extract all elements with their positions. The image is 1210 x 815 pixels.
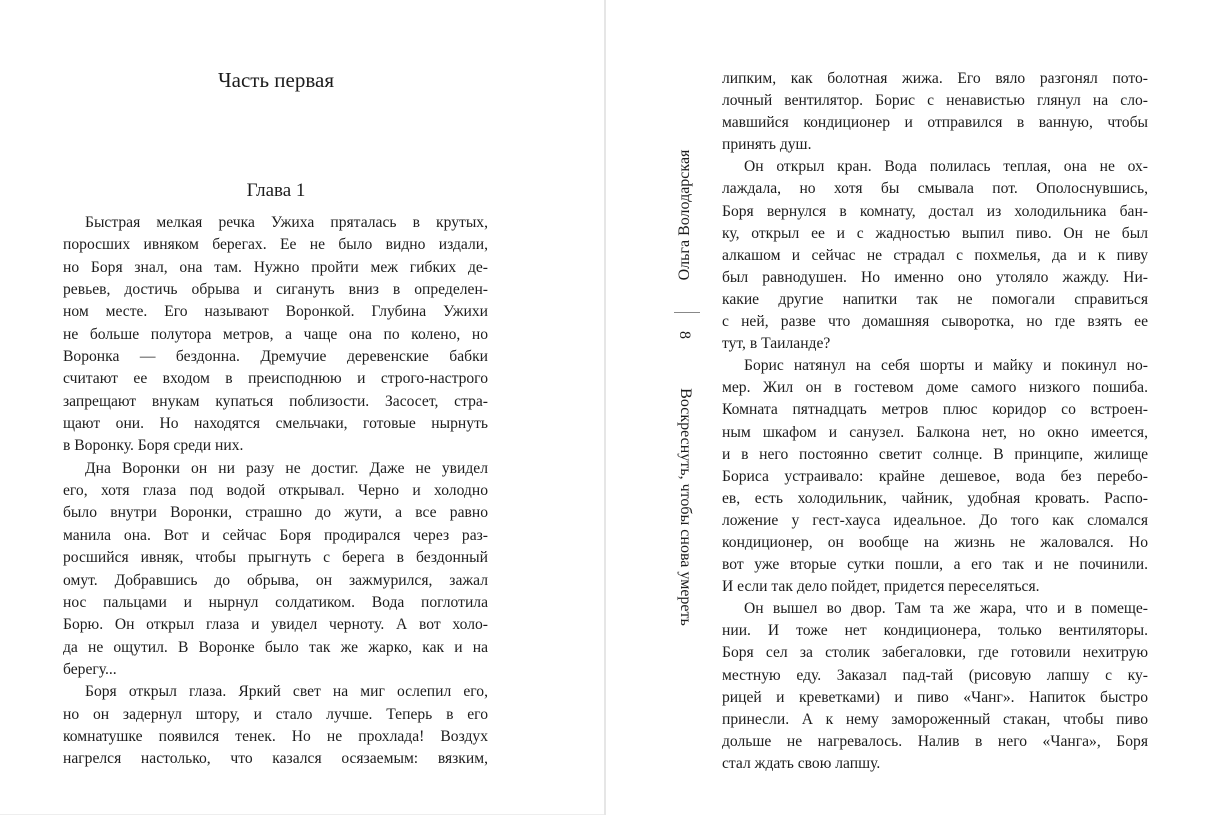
text-line: ев, есть холодильник, чайник, удобная кровать. Распо- <box>722 489 1148 507</box>
text-line: ном месте. Его называют Воронкой. Глубина Ужихи <box>63 303 488 321</box>
text-line: омут. Добравшись до обрыва, он зажмурился, зажал <box>63 571 488 589</box>
text-line: дольше не нагревалось. Налив в него «Чанга», Боря <box>722 732 1148 750</box>
text-line: какие другие напитки так не помогали справиться <box>722 290 1148 308</box>
text-line: да не ощутил. В Воронке было так же жарко, как и на <box>63 638 488 656</box>
text-line: рицей и креветками) и пиво «Чанг». Напиток быстро <box>722 688 1148 706</box>
text-line: но он задернул штору, и стало лучше. Теперь в его <box>63 705 488 723</box>
text-line: запрещают внукам купаться поблизости. Засосет, стра- <box>63 392 488 410</box>
text-line: мер. Жил он в гостевом доме самого низкого пошиба. <box>722 379 1148 397</box>
text-line: ревьев, достичь обрыва и сигануть вниз в определен- <box>63 281 488 299</box>
text-line: алкашом и сейчас не страдал с похмелья, да и к пиву <box>722 246 1148 264</box>
paragraph <box>63 458 488 681</box>
text-line: но Боря знал, она там. Нужно пройти меж гибких де- <box>63 258 488 276</box>
text-line: Он вышел во двор. Там та же жара, что и в помеще- <box>744 600 1148 618</box>
paragraph <box>63 681 488 770</box>
running-head-rule <box>674 312 700 313</box>
text-line: было внутри Воронки, страшно до жути, а все равно <box>63 504 488 522</box>
running-head-book-title: Воскреснуть, чтобы снова умереть <box>677 388 694 626</box>
text-line: был равнодушен. Но именно оно утоляло жажду. Ни- <box>722 268 1148 286</box>
text-line: лочный вентилятор. Борис с ненавистью глянул на сло- <box>722 92 1148 110</box>
text-line: Боря вернулся в комнату, достал из холодильника бан- <box>722 202 1148 220</box>
text-line: тут, в Таиланде? <box>722 335 831 353</box>
text-line: лаждала, но хотя бы смывала пот. Ополоснувшись, <box>722 180 1148 198</box>
text-line: Бориса устраивало: крайне дешевое, вода без перебо- <box>722 467 1148 485</box>
text-line: поросших ивняком берегах. Ее не было видно издали, <box>63 236 488 254</box>
text-line: нос пальцами и нырнул солдатиком. Вода поглотила <box>63 593 488 611</box>
text-line: Боря открыл глаза. Яркий свет на миг ослепил его, <box>85 683 488 701</box>
part-title: Часть первая <box>218 68 334 92</box>
text-line: И если так дело пойдет, придется переселяться. <box>722 578 1040 596</box>
paragraph <box>722 598 1148 775</box>
left-page <box>0 0 604 815</box>
paragraph <box>722 355 1148 598</box>
text-line: кондиционер, он вообще на жизнь не жаловался. Но <box>722 533 1148 551</box>
text-line: ку, открыл ее и с жадностью выпил пиво. Он не был <box>722 224 1148 242</box>
text-line: с ней, разве что домашняя сыворотка, но где взять ее <box>722 313 1148 331</box>
right-page <box>606 0 1210 815</box>
text-line: нии. И тоже нет кондиционера, только вентиляторы. <box>722 622 1148 640</box>
text-line: ным шкафом и санузел. Балкона нет, но окно имеется, <box>722 423 1148 441</box>
text-line: Боря сел за столик забегаловки, где готовили нехитрую <box>722 644 1148 662</box>
text-line: липким, как болотная жижа. Его вяло разгонял пото- <box>722 70 1148 87</box>
text-line: считают ее входом в преисподнюю и строго-настрого <box>63 370 488 388</box>
text-line: в Воронку. Боря среди них. <box>63 437 244 455</box>
text-line: ложение у гест-хауса идеальное. До того как сломался <box>722 511 1148 529</box>
text-line: мавшийся кондиционер и отправился в ванную, чтобы <box>722 114 1148 132</box>
paragraph <box>722 68 1148 156</box>
page-number: 8 <box>676 331 693 339</box>
text-line: Комната пятнадцать метров плюс коридор со встроен- <box>722 401 1148 419</box>
paragraph <box>722 156 1148 355</box>
text-line: Быстрая мелкая речка Ужиха пряталась в крутых, <box>85 214 488 231</box>
text-line: Воронка — бездонна. Дремучие деревенские бабки <box>63 348 488 366</box>
text-line: вот уже вторые сутки пошли, а его так и не починили. <box>722 556 1148 574</box>
text-line: местную еду. Заказал пад-тай (рисовую лапшу с ку- <box>722 666 1148 684</box>
text-line: Дна Воронки он ни разу не достиг. Даже не увидел <box>85 459 488 477</box>
text-line: и в него постоянно светит солнце. В принципе, жилище <box>722 445 1148 463</box>
right-body-text <box>722 68 1148 775</box>
text-line: его, хотя глаза под водой открывал. Черно и холодно <box>63 482 488 500</box>
text-line: нагрелся настолько, что казался осязаемым: вязким, <box>63 750 488 768</box>
text-line: манила она. Вот и сейчас Боря продирался через раз- <box>63 526 488 544</box>
text-line: стал ждать свою лапшу. <box>722 754 881 772</box>
text-line: не больше полутора метров, а чаще она по колено, но <box>63 325 488 343</box>
text-line: Борис натянул на себя шорты и майку и покинул но- <box>744 357 1148 375</box>
paragraph <box>63 212 488 458</box>
text-line: принять душ. <box>722 136 812 154</box>
text-line: комнатушке появился тенек. Но не прохлада! Воздух <box>63 727 488 745</box>
text-line: берегу... <box>63 660 117 678</box>
text-line: Он открыл кран. Вода полилась теплая, она не ох- <box>744 158 1148 176</box>
text-line: щают они. Но находятся смельчаки, готовые нырнуть <box>63 415 488 433</box>
running-head-author: Ольга Володарская <box>676 149 693 281</box>
left-body-text <box>63 212 488 771</box>
text-line: принесли. А к нему замороженный стакан, чтобы пиво <box>722 710 1148 728</box>
text-line: росшийся ивняк, чтобы прыгнуть с берега в бездонный <box>63 549 488 567</box>
text-line: Борю. Он открыл глаза и увидел черноту. А вот холо- <box>63 616 488 634</box>
chapter-title: Глава 1 <box>246 180 306 201</box>
